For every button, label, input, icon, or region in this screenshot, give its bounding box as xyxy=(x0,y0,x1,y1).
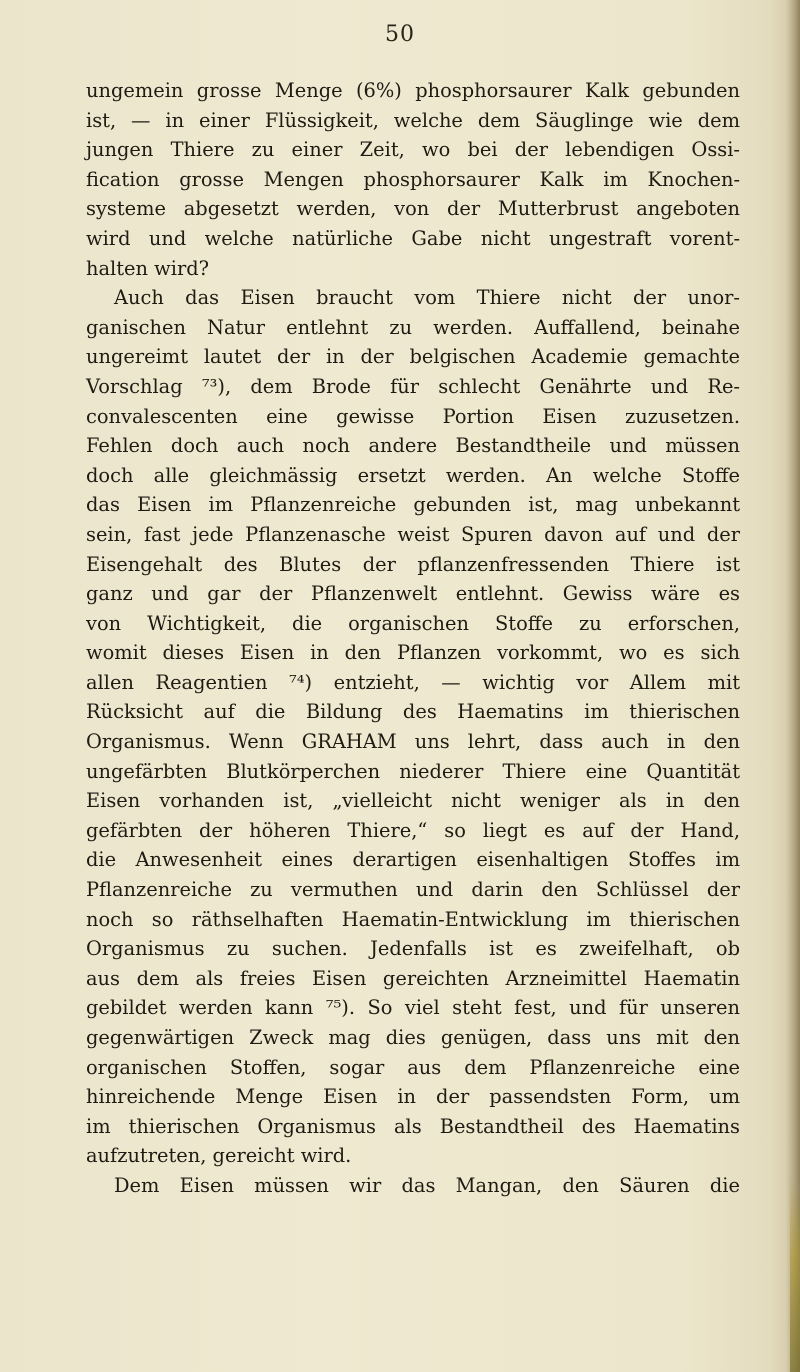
text-line: im thierischen Organismus als Bestandtheil des Haematins xyxy=(86,1114,740,1138)
body-text xyxy=(86,76,740,1201)
text-line: Organismus zu suchen. Jedenfalls ist es zweifelhaft, ob xyxy=(86,937,740,961)
text-line: allen Reagentien ⁷⁴) entzieht, — wichtig vor Allem mit xyxy=(86,670,740,694)
text-line: von Wichtigkeit, die organischen Stoffe zu erforschen, xyxy=(86,611,740,635)
paragraph-start-line: Auch das Eisen braucht vom Thiere nicht der unor- xyxy=(114,286,740,310)
text-line: Eisengehalt des Blutes der pflanzenfressenden Thiere ist xyxy=(86,552,740,576)
text-line: sein, fast jede Pflanzenasche weist Spuren davon auf und der xyxy=(86,522,740,546)
text-line: das Eisen im Pflanzenreiche gebunden ist, mag unbekannt xyxy=(86,493,740,517)
page-number: 50 xyxy=(385,22,415,47)
paragraph-start-line: Dem Eisen müssen wir das Mangan, den Säuren die xyxy=(114,1173,740,1197)
text-line: ungemein grosse Menge (6%) phosphorsaurer Kalk gebunden xyxy=(86,79,740,102)
page-edge-shadow xyxy=(786,0,800,1372)
text-line: aus dem als freies Eisen gereichten Arzneimittel Haematin xyxy=(86,966,740,990)
text-line: jungen Thiere zu einer Zeit, wo bei der lebendigen Ossi- xyxy=(86,138,740,162)
text-line: ganischen Natur entlehnt zu werden. Auffallend, beinahe xyxy=(86,315,740,339)
text-line: die Anwesenheit eines derartigen eisenhaltigen Stoffes im xyxy=(86,848,740,872)
text-line: halten wird? xyxy=(86,256,210,280)
text-line: ungefärbten Blutkörperchen niederer Thiere eine Quantität xyxy=(86,759,740,783)
text-line: organischen Stoffen, sogar aus dem Pflanzenreiche eine xyxy=(86,1055,740,1079)
text-line: Vorschlag ⁷³), dem Brode für schlecht Genährte und Re- xyxy=(86,374,740,398)
text-line: noch so räthselhaften Haematin-Entwicklung im thierischen xyxy=(86,907,740,931)
text-line: Pflanzenreiche zu vermuthen und darin den Schlüssel der xyxy=(86,878,740,902)
text-line: ganz und gar der Pflanzenwelt entlehnt. Gewiss wäre es xyxy=(86,582,740,606)
text-line: fication grosse Mengen phosphorsaurer Kalk im Knochen- xyxy=(86,167,740,191)
text-line: gebildet werden kann ⁷⁵). So viel steht fest, und für unseren xyxy=(86,996,740,1020)
text-line: Fehlen doch auch noch andere Bestandtheile und müssen xyxy=(86,434,740,458)
text-line: convalescenten eine gewisse Portion Eisen zuzusetzen. xyxy=(86,404,740,428)
text-line: Eisen vorhanden ist, „vielleicht nicht weniger als in den xyxy=(86,789,740,813)
text-line: gegenwärtigen Zweck mag dies genügen, dass uns mit den xyxy=(86,1026,740,1049)
text-line: doch alle gleichmässig ersetzt werden. An welche Stoffe xyxy=(86,463,740,487)
text-line: Organismus. Wenn GRAHAM uns lehrt, dass auch in den xyxy=(86,730,740,754)
text-line: hinreichende Menge Eisen in der passendsten Form, um xyxy=(86,1085,740,1109)
text-line: womit dieses Eisen in den Pflanzen vorkommt, wo es sich xyxy=(86,641,740,665)
text-line: gefärbten der höheren Thiere,“ so liegt es auf der Hand, xyxy=(86,818,740,842)
text-line: ungereimt lautet der in der belgischen Academie gemachte xyxy=(86,345,740,369)
text-line: ist, — in einer Flüssigkeit, welche dem Säuglinge wie dem xyxy=(86,108,740,132)
page-edge-stain xyxy=(790,1180,800,1372)
text-line: aufzutreten, gereicht wird. xyxy=(86,1144,352,1168)
text-line: systeme abgesetzt werden, von der Mutterbrust angeboten xyxy=(86,197,740,221)
text-line: wird und welche natürliche Gabe nicht ungestraft vorent- xyxy=(86,226,740,250)
text-line: Rücksicht auf die Bildung des Haematins im thierischen xyxy=(86,700,740,724)
